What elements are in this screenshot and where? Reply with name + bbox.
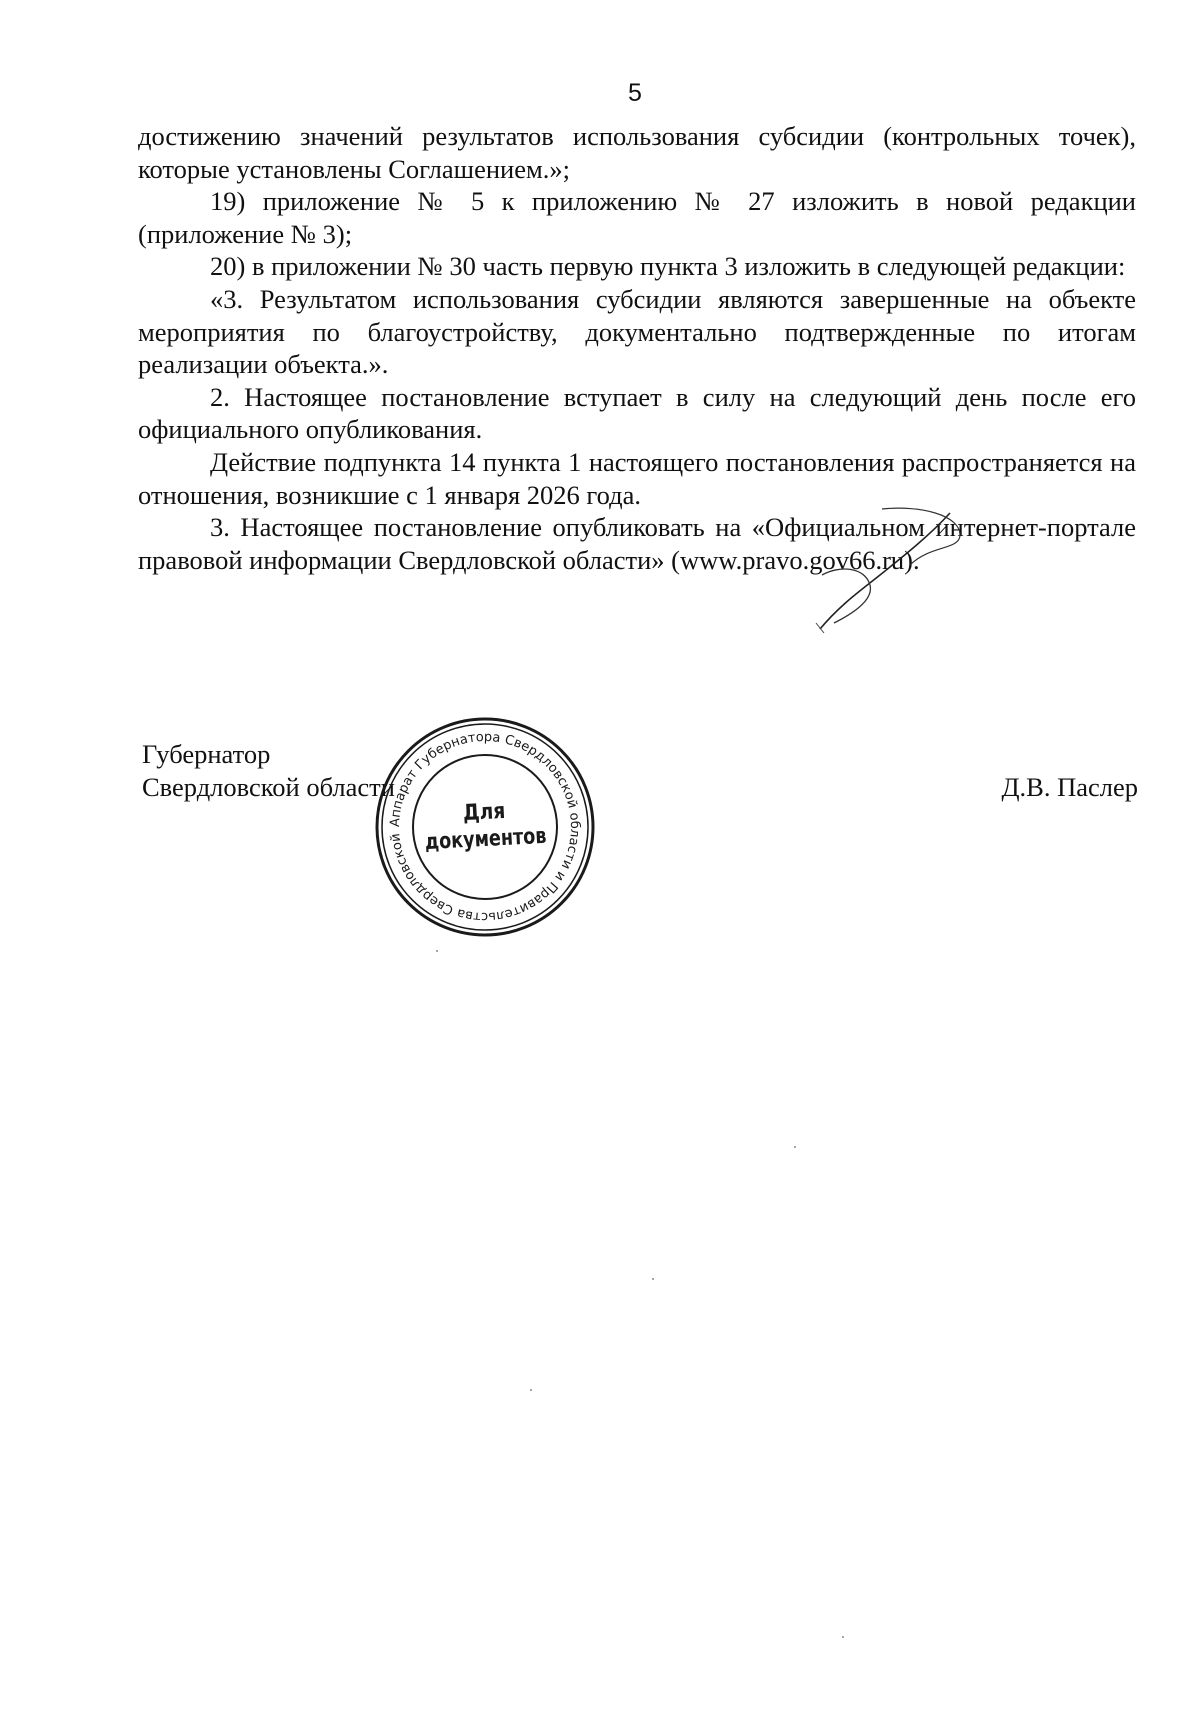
paragraph-item-20: 20) в приложении № 30 часть первую пункта 3 изложить в следующей редакции:	[210, 251, 1126, 282]
stamp-center-line2: документов	[424, 823, 548, 856]
paragraph-effect: Действие подпункта 14 пункта 1 настоящего постановления распространяется на отношения, возникшие с 1 января 2026 года.	[138, 446, 1136, 510]
scan-speck	[842, 1636, 844, 1638]
paragraph-item-19: 19) приложение № 5 к приложению № 27 изложить в новой редакции (приложение № 3);	[138, 186, 1136, 249]
paragraph-quote-result: «3. Результатом использования субсидии являются завершенные на объекте мероприятия по благоустройству, документально подтвержденные по итогам реализации объекта.».	[138, 283, 1136, 380]
paragraph-continuation: достижению значений результатов использования субсидии (контрольных точек), которые установлены Соглашением.»;	[138, 121, 1136, 184]
signatory-title	[142, 738, 395, 804]
paragraph-clause-2: 2. Настоящее постановление вступает в силу на следующий день после его официального опубликования.	[138, 381, 1136, 445]
scan-speck	[530, 1389, 532, 1391]
stamp-center-text	[366, 708, 604, 946]
signatory-title-line1: Губернатор	[142, 739, 271, 769]
signatory-name: Д.В. Паслер	[1001, 772, 1138, 802]
page-number: 5	[628, 79, 642, 107]
paragraph-clause-3: 3. Настоящее постановление опубликовать на «Официальном интернет-портале правовой информации Свердловской области» (www.pravo.gov66.ru).	[138, 512, 1136, 575]
scan-speck	[794, 1146, 796, 1148]
scan-speck	[652, 1278, 654, 1280]
stamp-outer-text: Аппарат Губернатора Свердловской области и Правительства Свердловской	[387, 729, 583, 925]
official-stamp	[372, 714, 598, 940]
stamp-center-line1: Для	[462, 798, 507, 827]
signatory-title-line2: Свердловской области	[142, 772, 395, 802]
document-body	[138, 120, 1136, 576]
scan-speck	[436, 950, 438, 952]
